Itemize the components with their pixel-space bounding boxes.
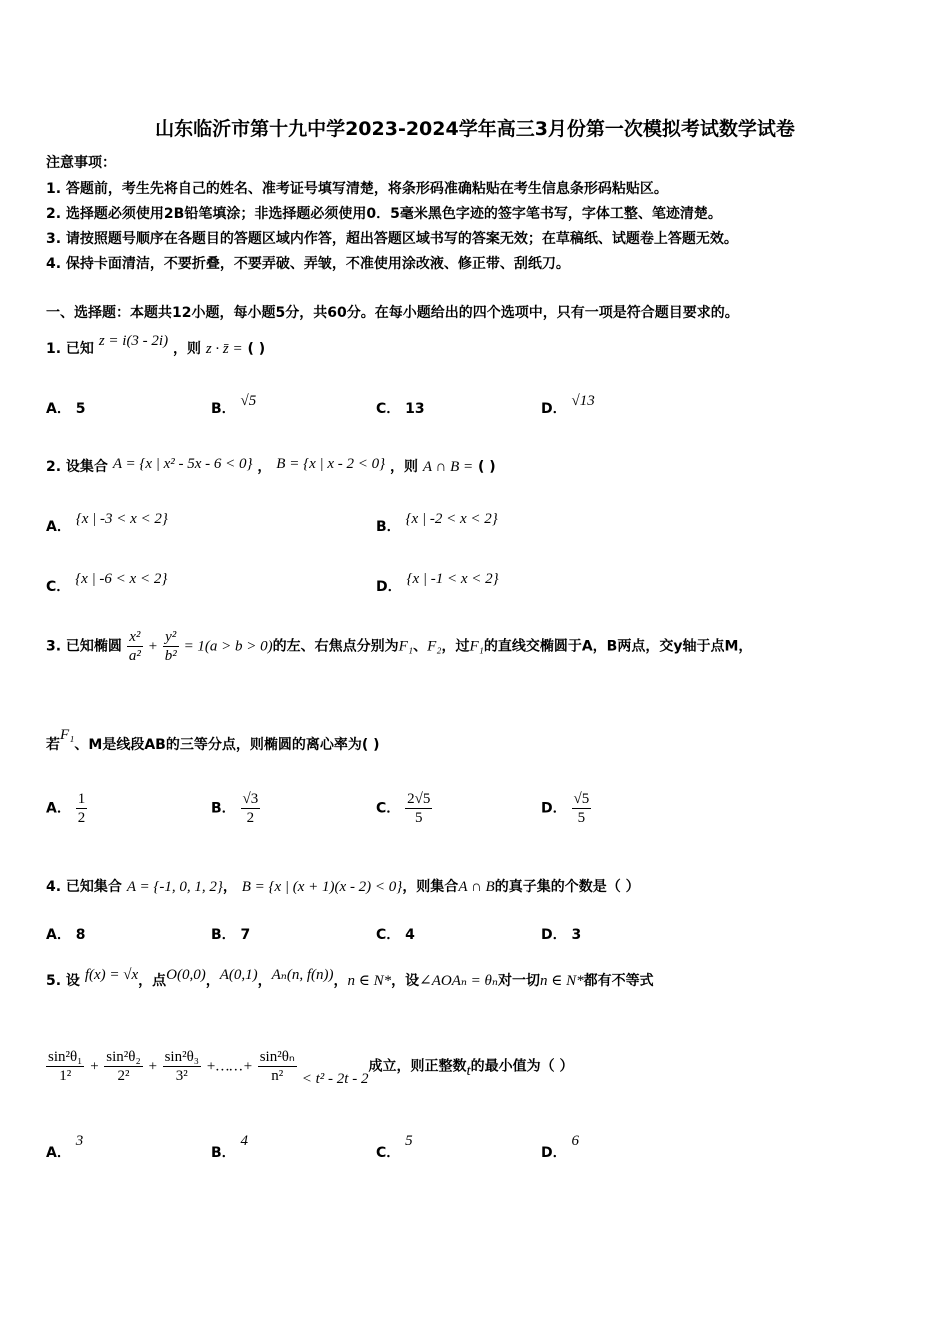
question-2: 2. 设集合 A = {x | x² - 5x - 6 < 0} ， B = {x | x - 2 < 0} ，则 A ∩ B = ( )	[46, 456, 496, 475]
notice-item: 2. 选择题必须使用2B铅笔填涂；非选择题必须使用0．5毫米黑色字迹的签字笔书写，字体工整、笔迹清楚。	[46, 206, 722, 222]
q1-option-b: B． √5	[211, 393, 257, 417]
q3-frac-y: $\frac{\text{y²}}{\text{b²}}$	[164, 629, 177, 664]
q1-option-d: D． √13	[541, 393, 595, 417]
q4-set-a: A = {-1, 0, 1, 2}	[126, 879, 223, 895]
q2-option-b: B． {x | -2 < x < 2}	[376, 511, 498, 535]
q2-option-a: A． {x | -3 < x < 2}	[46, 511, 168, 535]
q1-mid: ，则	[172, 341, 201, 357]
q1-math: z = i(3 - 2i)	[98, 333, 169, 349]
page-title: 山东临沂市第十九中学2023-2024学年高三3月份第一次模拟考试数学试卷	[155, 118, 795, 140]
q2-set-b: B = {x | x - 2 < 0}	[276, 456, 386, 472]
q5-term-n: $\frac{\text{sin²θₙ}}{\text{n²}}$	[259, 1049, 295, 1084]
q5-term-3: $\frac{\text{sin²θ₃}}{\text{3²}}$	[164, 1049, 200, 1084]
q4-option-b: B． 7	[211, 927, 251, 943]
q2-option-c: C． {x | -6 < x < 2}	[46, 571, 168, 595]
q3-option-c: C． $\frac{2√5}{5}$	[376, 791, 431, 826]
q5-option-a: A． 3	[46, 1133, 84, 1161]
q3-option-a: A． $\frac{1}{2}$	[46, 791, 86, 826]
question-1	[46, 333, 266, 358]
section-heading: 一、选择题：本题共12小题，每小题5分，共60分。在每小题给出的四个选项中，只有一项是符合题目要求的。	[46, 305, 739, 321]
q5-term-1: $\frac{\text{sin²θ₁}}{\text{1²}}$	[48, 1049, 83, 1084]
q5-option-c: C． 5	[376, 1133, 413, 1161]
q3-condition: = 1(a > b > 0)	[183, 638, 273, 655]
q1-post: ( )	[247, 341, 266, 357]
notice-item: 4. 保持卡面清洁，不要折叠，不要弄破、弄皱，不准使用涂改液、修正带、刮纸刀。	[46, 256, 570, 272]
q1-option-c: C． 13	[376, 401, 425, 417]
q2-option-d: D． {x | -1 < x < 2}	[376, 571, 499, 595]
q1-math2: z · z̄ =	[205, 341, 243, 357]
q5-option-b: B． 4	[211, 1133, 249, 1161]
question-5-inequality: $\frac{\text{sin²θ₁}}{\text{1²}}$ + $\frac{\text{sin²θ₂}}{\text{2²}}$ + $\frac{\text{sin²θ₃}}{\text{3²}}$ +……+ $\frac{\text{sin²θₙ}}{\text{n²}}$ < t² - 2t - 2成立，则正整数t的最小值为（ ）	[48, 1049, 574, 1087]
notice-heading: 注意事项：	[46, 155, 116, 171]
notice-item: 3. 请按照题号顺序在各题目的答题区域内作答，超出答题区域书写的答案无效；在草稿纸、试题卷上答题无效。	[46, 231, 738, 247]
q4-option-a: A． 8	[46, 927, 86, 943]
q2-set-a: A = {x | x² - 5x - 6 < 0}	[112, 456, 253, 472]
q2-intersection: A ∩ B =	[422, 459, 474, 475]
q1-option-a: A． 5	[46, 401, 86, 417]
q5-option-d: D． 6	[541, 1133, 579, 1161]
q5-term-2: $\frac{\text{sin²θ₂}}{\text{2²}}$	[106, 1049, 141, 1084]
question-3-line2: 若F₁、M是线段AB的三等分点，则椭圆的离心率为( )	[46, 727, 380, 753]
q1-pre: 1. 已知	[46, 341, 94, 357]
q3-option-d: D． $\frac{√5}{5}$	[541, 791, 590, 826]
notice-item: 1. 答题前，考生先将自己的姓名、准考证号填写清楚，将条形码准确粘贴在考生信息条形码粘贴区。	[46, 181, 668, 197]
q4-option-d: D． 3	[541, 927, 582, 943]
question-5: 5. 设 f(x) = √x，点O(0,0)，A(0,1)，Aₙ(n, f(n))，n ∈ N*，设∠AOAₙ = θₙ对一切n ∈ N*都有不等式	[46, 967, 654, 989]
question-4: 4. 已知集合 A = {-1, 0, 1, 2}， B = {x | (x + 1)(x - 2) < 0}，则集合A ∩ B的真子集的个数是（ ）	[46, 879, 640, 895]
q3-option-b: B． $\frac{√3}{2}$	[211, 791, 259, 826]
q3-frac-x: $\frac{\text{x²}}{\text{a²}}$	[128, 629, 141, 664]
question-3: 3. 已知椭圆 $\frac{\text{x²}}{\text{a²}}$ + $\frac{\text{y²}}{\text{b²}}$ = 1(a > b > 0)的左、右焦点分别为F₁、F₂，过F₁的直线交椭圆于A，B两点，交y轴于点M，	[46, 629, 753, 664]
q4-option-c: C． 4	[376, 927, 415, 943]
q4-set-b: B = {x | (x + 1)(x - 2) < 0}	[241, 879, 403, 895]
